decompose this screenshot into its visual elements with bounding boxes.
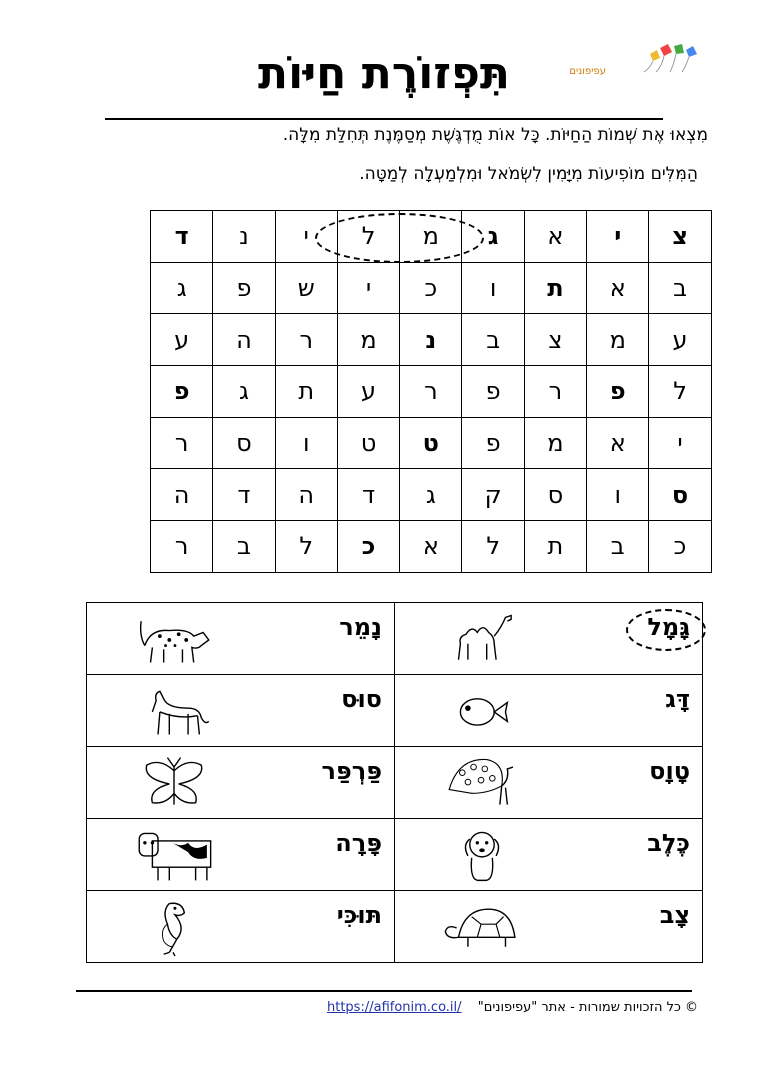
grid-cell[interactable]: ג [213, 366, 275, 418]
grid-cell[interactable]: כ [400, 262, 462, 314]
grid-cell[interactable]: ה [151, 469, 213, 521]
grid-cell[interactable]: ל [337, 211, 399, 263]
grid-cell[interactable]: י [649, 417, 711, 469]
grid-cell[interactable]: א [587, 262, 649, 314]
grid-cell[interactable]: א [524, 211, 586, 263]
grid-cell[interactable]: פ [587, 366, 649, 418]
grid-cell[interactable]: ט [400, 417, 462, 469]
answer-circle-word [626, 609, 706, 651]
word-row [87, 675, 703, 747]
grid-cell[interactable]: ת [524, 521, 586, 573]
instruction-line-1: מִצְאוּ אֶת שְׁמוֹת הַחַיּוֹת. כָּל אוֹת מֻדְגֶּשֶׁת מְסַמֶּנֶת תְּחִלַּת מִלָּה. [282, 125, 708, 145]
grid-cell[interactable]: ה [275, 469, 337, 521]
word-row [87, 819, 703, 891]
grid-cell[interactable]: ס [649, 469, 711, 521]
word-cell [87, 675, 395, 747]
grid-cell[interactable]: כ [337, 521, 399, 573]
word-label: דָּג [665, 685, 690, 713]
word-cell [87, 891, 395, 963]
grid-cell[interactable]: ר [524, 366, 586, 418]
grid-cell[interactable]: פ [213, 262, 275, 314]
grid-row [151, 469, 712, 521]
grid-cell[interactable]: ו [587, 469, 649, 521]
grid-cell[interactable]: ק [462, 469, 524, 521]
grid-cell[interactable]: ג [462, 211, 524, 263]
grid-cell[interactable]: צ [649, 211, 711, 263]
instruction-line-2: הַמִּלִּים מוֹפִיעוֹת מִיָּמִין לִשְׂמֹאל וּמִלְמַעְלָה לְמַטָּה. [359, 164, 698, 184]
word-label: פָּרָה [335, 829, 382, 857]
grid-cell[interactable]: צ [524, 314, 586, 366]
grid-cell[interactable]: פ [151, 366, 213, 418]
word-cell [87, 819, 395, 891]
word-label: טָוָס [649, 757, 690, 785]
grid-cell[interactable]: ב [649, 262, 711, 314]
grid-cell[interactable]: ר [400, 366, 462, 418]
word-label: תּוּכִּי [336, 901, 382, 929]
grid-cell[interactable]: ד [337, 469, 399, 521]
grid-cell[interactable]: ע [337, 366, 399, 418]
leopard-icon [129, 608, 219, 670]
grid-cell[interactable]: ו [275, 417, 337, 469]
grid-cell[interactable]: ב [587, 521, 649, 573]
word-label: גָּמָל [647, 613, 690, 641]
grid-cell[interactable]: ש [275, 262, 337, 314]
word-cell [395, 675, 703, 747]
grid-row [151, 314, 712, 366]
grid-cell[interactable]: ע [649, 314, 711, 366]
word-row [87, 891, 703, 963]
grid-row [151, 366, 712, 418]
grid-cell[interactable]: ד [151, 211, 213, 263]
word-cell [395, 747, 703, 819]
grid-cell[interactable]: מ [337, 314, 399, 366]
grid-cell[interactable]: ל [275, 521, 337, 573]
word-list [86, 602, 703, 963]
camel-icon [437, 608, 527, 670]
grid-cell[interactable]: פ [462, 417, 524, 469]
grid-cell[interactable]: ע [151, 314, 213, 366]
grid-cell[interactable]: ג [400, 469, 462, 521]
grid-cell[interactable]: ג [151, 262, 213, 314]
dog-icon [437, 824, 527, 886]
footer-link[interactable]: https://afifonim.co.il/ [327, 1000, 462, 1015]
grid-cell[interactable]: ב [213, 521, 275, 573]
cow-icon [129, 824, 219, 886]
grid-cell[interactable]: פ [462, 366, 524, 418]
word-label: פַּרְפַּר [321, 757, 382, 785]
footer-copyright: © כל הזכויות שמורות - אתר "עפיפונים" [477, 1000, 698, 1015]
answer-circle-gamal [315, 213, 484, 263]
word-cell [87, 603, 395, 675]
peacock-icon [437, 752, 527, 814]
grid-cell[interactable]: ו [462, 262, 524, 314]
grid-cell[interactable]: ל [649, 366, 711, 418]
grid-cell[interactable]: ל [462, 521, 524, 573]
fish-icon [437, 680, 527, 742]
grid-cell[interactable]: מ [524, 417, 586, 469]
grid-cell[interactable]: ט [337, 417, 399, 469]
butterfly-icon [129, 752, 219, 814]
word-label: צָב [659, 901, 690, 929]
word-cell [395, 891, 703, 963]
logo-text: עפיפונים [569, 66, 606, 77]
grid-cell[interactable]: ה [213, 314, 275, 366]
word-label: כֶּלֶב [647, 829, 690, 857]
grid-row [151, 417, 712, 469]
grid-cell[interactable]: כ [649, 521, 711, 573]
kites-logo [569, 44, 708, 84]
turtle-icon [437, 896, 527, 958]
grid-cell[interactable]: מ [400, 211, 462, 263]
grid-cell[interactable]: ב [462, 314, 524, 366]
word-label: סוּס [341, 685, 382, 713]
grid-cell[interactable]: א [587, 417, 649, 469]
letter-grid [150, 210, 712, 573]
grid-cell[interactable]: נ [213, 211, 275, 263]
grid-cell[interactable]: י [275, 211, 337, 263]
word-label: נָמֵר [339, 613, 382, 641]
grid-cell[interactable]: ר [275, 314, 337, 366]
word-row [87, 747, 703, 819]
parrot-icon [129, 896, 219, 958]
grid-cell[interactable]: ס [524, 469, 586, 521]
word-row [87, 603, 703, 675]
grid-cell[interactable]: מ [587, 314, 649, 366]
grid-cell[interactable]: ר [151, 521, 213, 573]
grid-row [151, 262, 712, 314]
word-cell [87, 747, 395, 819]
title-underline [105, 118, 663, 120]
grid-cell[interactable]: ת [524, 262, 586, 314]
grid-cell[interactable]: ס [213, 417, 275, 469]
footer-rule [76, 990, 692, 992]
horse-icon [129, 680, 219, 742]
grid-cell[interactable]: נ [400, 314, 462, 366]
grid-cell[interactable]: ר [151, 417, 213, 469]
grid-cell[interactable]: י [337, 262, 399, 314]
grid-cell[interactable]: ת [275, 366, 337, 418]
page-title: תִּפְזוֹרֶת חַיּוֹת [258, 48, 510, 99]
grid-cell[interactable]: י [587, 211, 649, 263]
grid-cell[interactable]: ד [213, 469, 275, 521]
grid-row [151, 521, 712, 573]
word-cell [395, 819, 703, 891]
grid-cell[interactable]: א [400, 521, 462, 573]
